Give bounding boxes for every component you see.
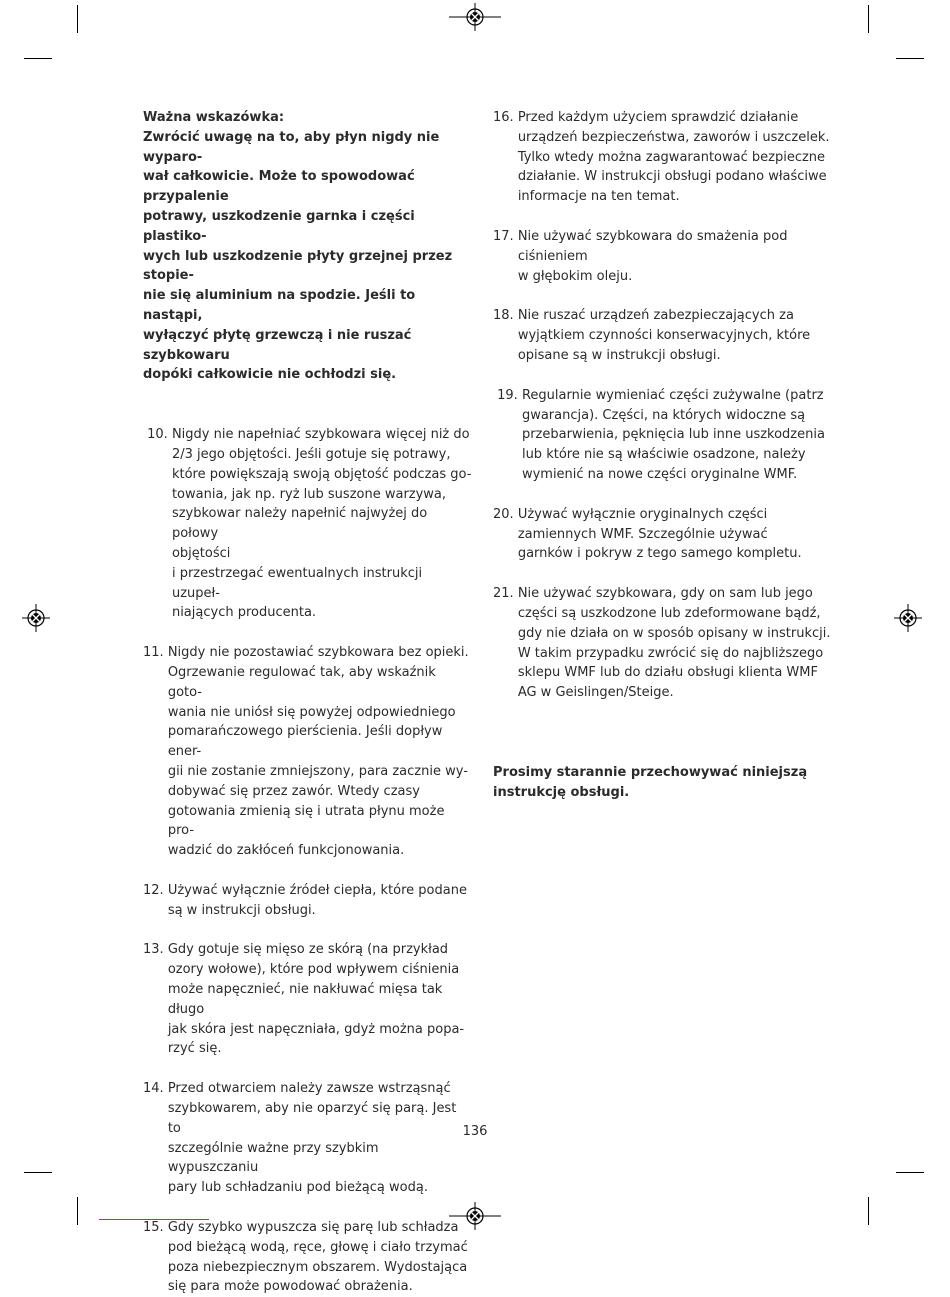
item-number: 16.	[493, 110, 518, 125]
crop-mark	[77, 5, 78, 33]
item-line: wania nie uniósł się powyżej odpowiedniego	[167, 704, 456, 720]
list-item-15	[143, 1218, 473, 1297]
crop-mark	[896, 1172, 924, 1173]
item-line: i przestrzegać ewentualnych instrukcji uzupeł-	[171, 565, 423, 601]
crop-mark	[868, 1197, 869, 1225]
crop-mark	[896, 58, 924, 59]
registration-mark-icon	[22, 604, 50, 632]
list-item-16	[493, 108, 833, 207]
item-line: Regularnie wymieniać części zużywalne (patrz	[521, 387, 824, 403]
list-item-21	[493, 584, 833, 703]
item-line: przebarwienia, pęknięcia lub inne uszkodzenia	[521, 427, 825, 443]
item-number: 17.	[493, 228, 518, 244]
closing-note-line: Prosimy starannie przechowywać niniejszą	[493, 764, 808, 780]
important-note-line: wał całkowicie. Może to spowodować przypalenie	[143, 169, 415, 205]
item-line: Nigdy nie napełniać szybkowara więcej niż do	[171, 427, 470, 443]
important-note-title: Ważna wskazówka:	[143, 110, 285, 125]
item-number: 12.	[143, 882, 168, 898]
footer-rule	[99, 1219, 209, 1220]
item-line: rzyć się.	[167, 1041, 222, 1057]
item-number: 10.	[143, 427, 172, 443]
item-number: 11.	[143, 645, 168, 661]
item-number: 13.	[143, 942, 168, 958]
item-line: gii nie zostanie zmniejszony, para zacznie wy-	[167, 763, 468, 779]
crop-mark	[77, 1197, 78, 1225]
item-line: pary lub schładzaniu pod bieżącą wodą.	[167, 1180, 428, 1196]
important-note-line: wyłączyć płytę grzewczą i nie ruszać szybkowaru	[143, 327, 412, 363]
important-note	[143, 108, 473, 385]
item-line: które powiększają swoją objętość podczas go-	[171, 466, 472, 482]
item-line: się para może powodować obrażenia.	[167, 1279, 413, 1295]
list-item-12	[143, 881, 473, 921]
item-line: szybkowar należy napełnić najwyżej do połowy	[171, 506, 428, 542]
item-line: szybkowarem, aby nie oparzyć się parą. Jest to	[167, 1101, 457, 1136]
item-line: części są uszkodzone lub zdeformowane bądź,	[517, 605, 821, 621]
important-note-line: dopóki całkowicie nie ochłodzi się.	[143, 367, 397, 383]
item-line: poza niebezpiecznym obszarem. Wydostająca	[167, 1259, 468, 1275]
item-line: AG w Geislingen/Steige.	[517, 685, 674, 701]
item-line: gotowania zmienią się i utrata płynu może pro-	[167, 803, 445, 839]
item-line: ciśnieniem	[517, 248, 588, 264]
item-line: Gdy szybko wypuszcza się parę lub schładza	[167, 1220, 459, 1236]
list-item-19	[493, 386, 833, 485]
item-number: 18.	[493, 308, 518, 324]
list-item-17	[493, 227, 833, 286]
item-line: Nie ruszać urządzeń zabezpieczających za	[517, 308, 794, 324]
item-line: pomarańczowego pierścienia. Jeśli dopływ ener-	[167, 724, 443, 760]
crop-mark	[868, 5, 869, 33]
item-line: Przed każdym użyciem sprawdzić działanie	[517, 110, 799, 125]
item-line: garnków i pokryw z tego samego kompletu.	[517, 546, 802, 562]
item-line: gwarancja). Części, na których widoczne są	[521, 407, 806, 423]
item-line: Nie używać szybkowara do smażenia pod	[517, 228, 788, 244]
item-line: 2/3 jego objętości. Jeśli gotuje się potrawy,	[171, 446, 451, 462]
list-item-10	[143, 425, 473, 623]
item-line: wyjątkiem czynności konserwacyjnych, które	[517, 328, 811, 344]
item-line: opisane są w instrukcji obsługi.	[517, 347, 721, 363]
closing-note	[493, 763, 833, 803]
item-line: Przed otwarciem należy zawsze wstrząsnąć	[167, 1081, 451, 1097]
item-number: 20.	[493, 506, 518, 522]
closing-note-line: instrukcję obsługi.	[493, 784, 630, 800]
item-line: objętości	[171, 545, 231, 561]
item-line: gdy nie działa on w sposób opisany w instrukcji.	[517, 625, 831, 641]
item-line: Ogrzewanie regulować tak, aby wskaźnik goto-	[167, 664, 436, 700]
right-column	[493, 108, 833, 803]
item-line: wymienić na nowe części oryginalne WMF.	[521, 466, 798, 482]
item-line: niających producenta.	[171, 605, 317, 621]
list-item-18	[493, 306, 833, 365]
item-line: wadzić do zakłóceń funkcjonowania.	[167, 843, 405, 859]
item-line: Gdy gotuje się mięso ze skórą (na przykład	[167, 942, 449, 958]
important-note-line: potrawy, uszkodzenie garnka i części plastiko-	[143, 208, 415, 244]
item-line: jak skóra jest napęczniała, gdyż można popa-	[167, 1021, 465, 1037]
item-line: zamiennych WMF. Szczególnie używać	[517, 526, 768, 542]
item-line: Nigdy nie pozostawiać szybkowara bez opieki.	[167, 645, 469, 661]
crop-mark	[24, 1172, 52, 1173]
item-line: lub które nie są właściwie osadzone, należy	[521, 447, 806, 463]
left-column	[143, 108, 473, 1297]
item-line: są w instrukcji obsługi.	[167, 902, 316, 918]
list-item-20	[493, 505, 833, 564]
item-line: urządzeń bezpieczeństwa, zaworów i uszczelek.	[517, 129, 830, 145]
item-line: w głębokim oleju.	[517, 268, 633, 284]
item-line: Tylko wtedy można zagwarantować bezpieczne	[517, 149, 826, 165]
item-line: Używać wyłącznie oryginalnych części	[517, 506, 768, 522]
item-line: może napęcznieć, nie nakłuwać mięsa tak długo	[167, 982, 443, 1017]
important-note-line: nie się aluminium na spodzie. Jeśli to nastąpi,	[143, 288, 416, 323]
important-note-line: Zwrócić uwagę na to, aby płyn nigdy nie wyparo-	[143, 129, 440, 165]
item-line: pod bieżącą wodą, ręce, głowę i ciało trzymać	[167, 1239, 468, 1255]
registration-mark-icon	[894, 604, 922, 632]
item-number: 21.	[493, 586, 518, 602]
item-line: towania, jak np. ryż lub suszone warzywa,	[171, 486, 447, 502]
important-note-line: wych lub uszkodzenie płyty grzejnej przez stopie-	[143, 248, 453, 284]
item-line: informacje na ten temat.	[517, 189, 680, 205]
item-line: ozory wołowe), które pod wpływem ciśnienia	[167, 962, 460, 978]
item-line: W takim przypadku zwrócić się do najbliższego	[517, 645, 824, 661]
item-line: Nie używać szybkowara, gdy on sam lub jego	[517, 586, 813, 602]
item-line: działanie. W instrukcji obsługi podano właściwe	[517, 169, 827, 185]
list-item-13	[143, 940, 473, 1059]
list-item-11	[143, 643, 473, 861]
item-number: 14.	[143, 1081, 168, 1097]
crop-mark	[24, 58, 52, 59]
item-line: sklepu WMF lub do działu obsługi klienta WMF	[517, 665, 818, 681]
item-number: 19.	[493, 387, 522, 403]
item-number: 15.	[143, 1220, 168, 1236]
registration-mark-icon	[449, 3, 501, 31]
item-line: Używać wyłącznie źródeł ciepła, które podane	[167, 882, 467, 898]
item-line: dobywać się przez zawór. Wtedy czasy	[167, 783, 420, 799]
item-line: szczególnie ważne przy szybkim wypuszczaniu	[167, 1140, 379, 1176]
page-number: 136	[462, 1124, 488, 1139]
